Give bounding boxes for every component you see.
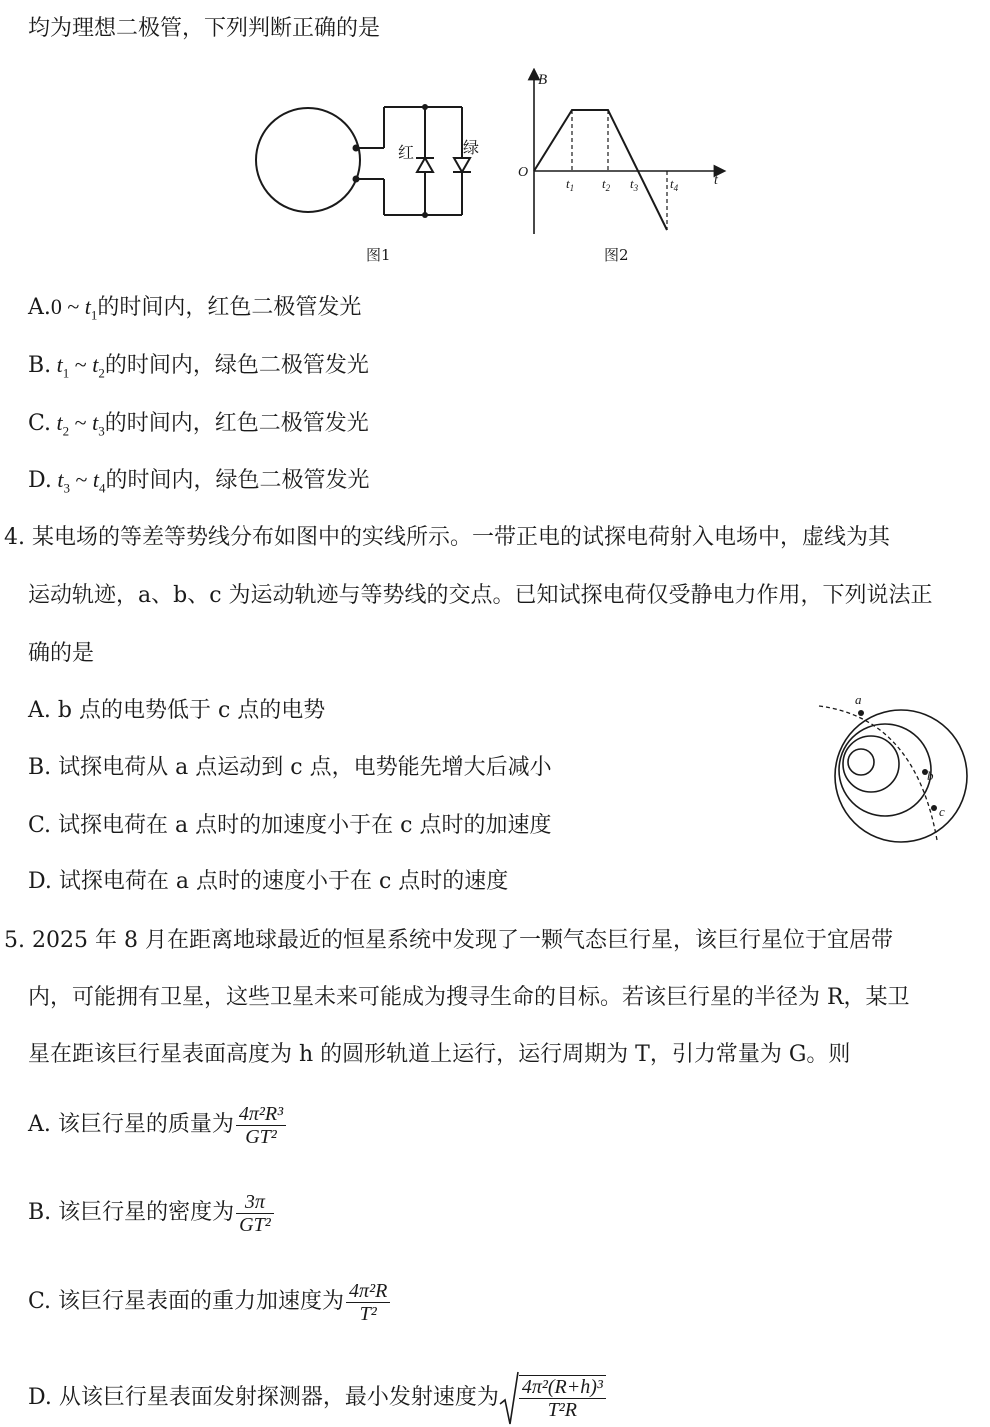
svg-text:B: B [538,72,548,88]
figure-2-graph [512,68,732,238]
svg-text:O: O [518,165,529,180]
q5-stem-line-2: 内，可能拥有卫星，这些卫星未来可能成为搜寻生命的目标。若该巨行星的半径为 R，某卫 [28,985,910,1010]
sqrt-icon: $\frac{\text{4π²(R+h)³}}{\text{T²R}}$ [499,1370,606,1426]
q3-option-d: D. $t_3$ ~ $t_4$的时间内，绿色二极管发光 [28,467,370,496]
q3-option-a: A.0 ~ $t_1$的时间内，红色二极管发光 [28,294,362,323]
svg-text:c: c [939,804,945,819]
q5-option-a: A. 该巨行星的质量为 $\frac{\text{4π²R³}}{\text{GT²}}$ [28,1100,286,1150]
q5-option-b: B. 该巨行星的密度为 $\frac{3\pi}{\text{GT²}}$ [28,1188,274,1238]
b-curve [534,110,667,230]
svg-text:t: t [714,173,718,188]
tick-t1: $t_1$ [566,176,575,193]
coil-loop [256,108,360,212]
q3-option-b: B. $t_1$ ~ $t_2$的时间内，绿色二极管发光 [28,352,369,381]
trajectory-dashed [819,706,937,840]
q4-stem-line-1: 4. 某电场的等差等势线分布如图中的实线所示。一带正电的试探电荷射入电场中，虚线为其 [4,525,890,550]
figure-1-caption: 图1 [366,246,391,264]
tick-t3: $t_3$ [630,176,639,193]
q4-stem-line-2: 运动轨迹，a、b、c 为运动轨迹与等势线的交点。已知试探电荷仅受静电力作用，下列说法正 [28,583,933,608]
svg-text:b: b [927,768,934,783]
q4-stem-line-3: 确的是 [28,641,95,666]
q5-stem-line-1: 5. 2025 年 8 月在距离地球最近的恒星系统中发现了一颗气态巨行星，该巨行星位于宜居带 [4,928,893,953]
q4-option-d: D. 试探电荷在 a 点时的速度小于在 c 点时的速度 [28,869,509,894]
q5-stem-line-3: 星在距该巨行星表面高度为 h 的圆形轨道上运行，运行周期为 T，引力常量为 G。则 [28,1042,851,1067]
q3-option-c: C. $t_2$ ~ $t_3$的时间内，红色二极管发光 [28,410,369,439]
svg-text:a: a [855,692,862,707]
q4-equipotential-figure [815,690,975,855]
q4-option-b: B. 试探电荷从 a 点运动到 c 点，电势能先增大后减小 [28,755,552,780]
green-label: 绿 [463,140,480,157]
figure-1-circuit [250,95,490,225]
q4-option-c: C. 试探电荷在 a 点时的加速度小于在 c 点时的加速度 [28,813,552,838]
tick-t4: $t_4$ [670,176,679,193]
q5-option-c: C. 该巨行星表面的重力加速度为 $\frac{\text{4π²R}}{\text{T²}}$ [28,1277,390,1327]
green-diode-icon [453,158,471,172]
figure-2-caption: 图2 [604,246,629,264]
q4-option-a: A. b 点的电势低于 c 点的电势 [28,698,326,723]
question-3-tail: 均为理想二极管，下列判断正确的是 [28,16,381,41]
q5-option-d: D. 从该巨行星表面发射探测器，最小发射速度为 $\frac{\text{4π²(R+h)³}}{\text{T²R}}$ [28,1370,606,1426]
tick-t2: $t_2$ [602,176,611,193]
red-label: 红 [398,145,415,162]
red-diode-icon [416,158,434,172]
